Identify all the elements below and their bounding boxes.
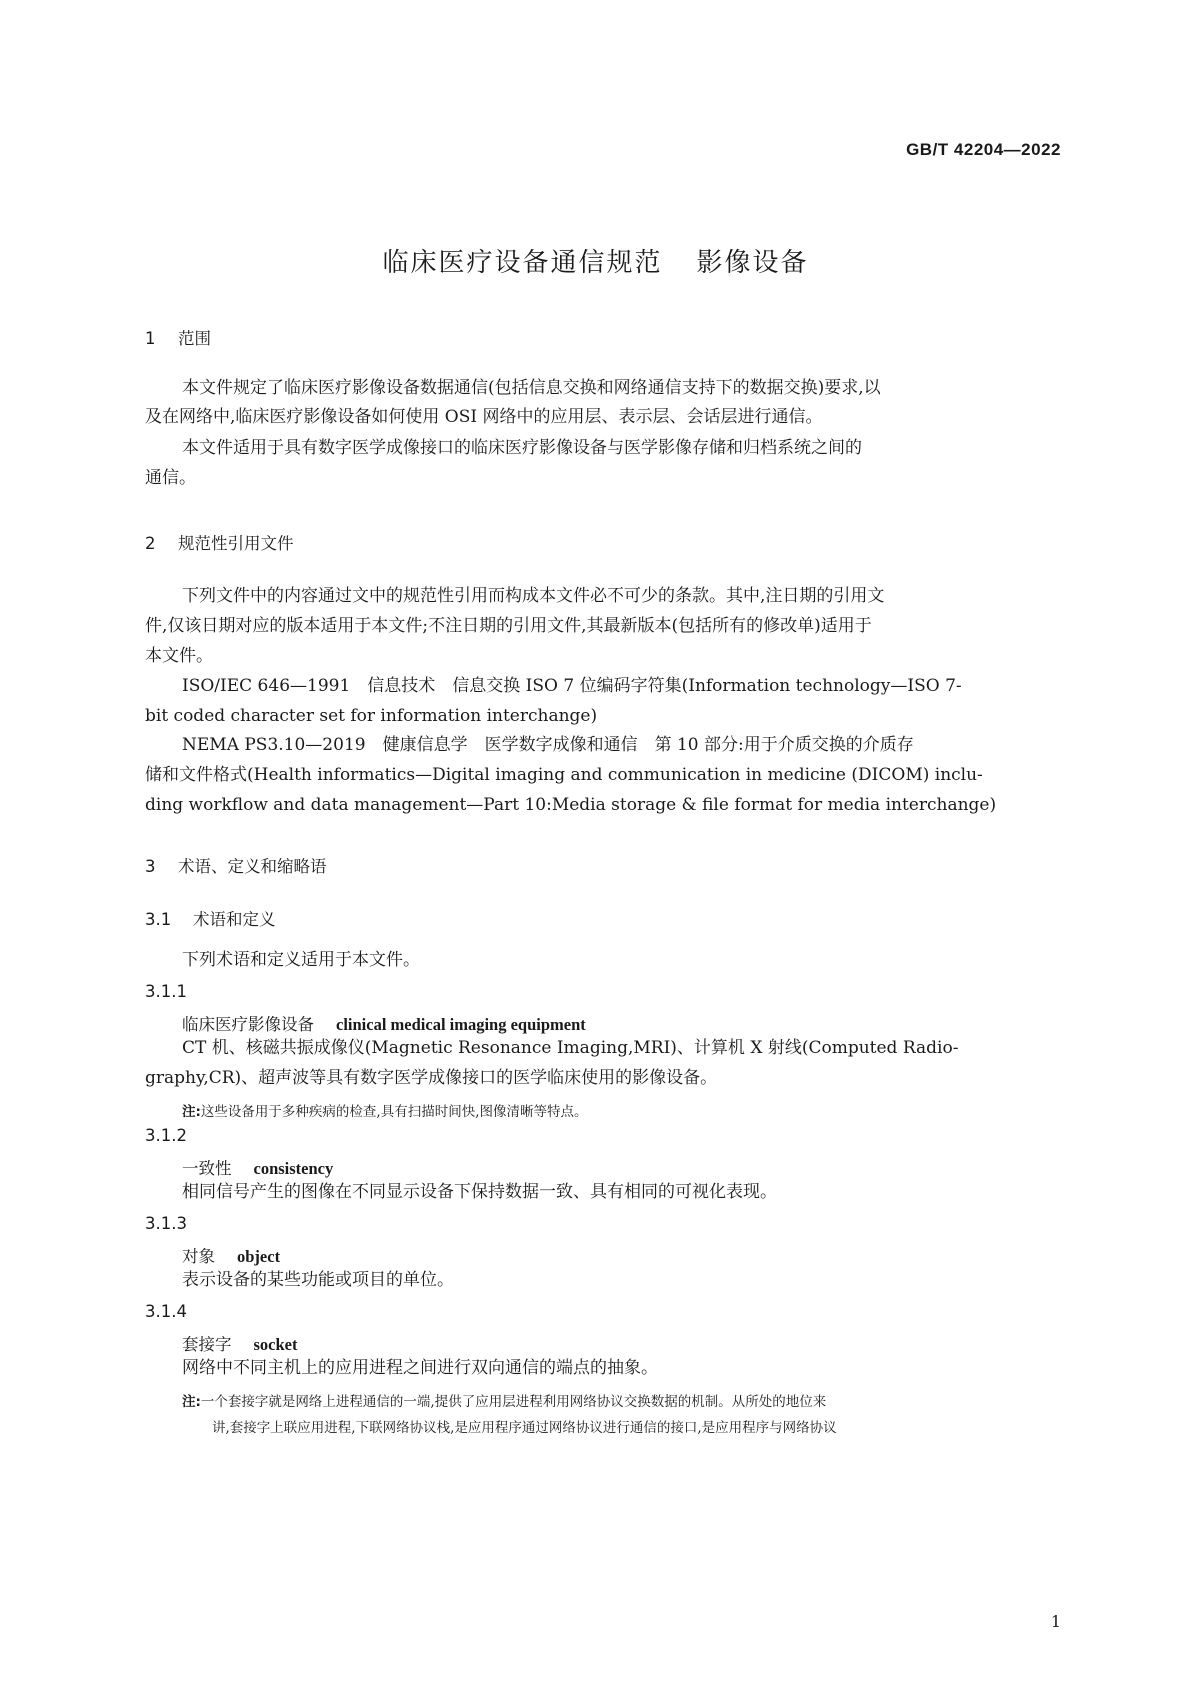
term-heading <box>182 1155 333 1179</box>
term-zh: 对象 <box>182 1247 215 1266</box>
text-line: 本文件。 <box>145 646 213 666</box>
title-sub: 影像设备 <box>696 248 809 278</box>
section-2-heading <box>145 530 294 554</box>
section-number: 1 <box>145 329 156 348</box>
term-heading <box>182 1331 298 1355</box>
text-line: 本文件适用于具有数字医学成像接口的临床医疗影像设备与医学影像存储和归档系统之间的 <box>182 438 862 458</box>
term-note <box>182 1390 826 1410</box>
section-title: 术语、定义和缩略语 <box>178 857 327 876</box>
section-number: 3 <box>145 857 156 876</box>
term-number: 3.1.4 <box>145 1302 187 1321</box>
text-line: 件,仅该日期对应的版本适用于本文件;不注日期的引用文件,其最新版本(包括所有的修改单)适用于 <box>145 616 872 636</box>
text-line: 通信。 <box>145 468 196 488</box>
term-zh: 套接字 <box>182 1335 232 1354</box>
term-note <box>182 1100 588 1120</box>
section-3-heading <box>145 853 327 877</box>
standard-number: GB/T 42204—2022 <box>906 140 1061 159</box>
text-line: 网络中不同主机上的应用进程之间进行双向通信的端点的抽象。 <box>182 1358 658 1378</box>
text-line: bit coded character set for information interchange) <box>145 706 598 726</box>
term-number: 3.1.2 <box>145 1126 187 1145</box>
section-3-1-heading <box>145 906 276 930</box>
title-main: 临床医疗设备通信规范 <box>382 248 663 278</box>
note-label: 注: <box>182 1394 201 1410</box>
section-title: 范围 <box>178 329 211 348</box>
term-number: 3.1.3 <box>145 1214 187 1233</box>
text-line: ding workflow and data management—Part 10:Media storage & file format for media interchange) <box>145 795 997 815</box>
text-line: 下列文件中的内容通过文中的规范性引用而构成本文件必不可少的条款。其中,注日期的引用文 <box>182 586 885 606</box>
term-number: 3.1.1 <box>145 982 187 1001</box>
text-line: 及在网络中,临床医疗影像设备如何使用 OSI 网络中的应用层、表示层、会话层进行通信。 <box>145 407 823 427</box>
term-zh: 一致性 <box>182 1159 232 1178</box>
document-title <box>0 242 1191 279</box>
page-number: 1 <box>1050 1612 1061 1631</box>
text-line: 本文件规定了临床医疗影像设备数据通信(包括信息交换和网络通信支持下的数据交换)要求,以 <box>182 378 881 398</box>
section-title: 术语和定义 <box>193 910 276 929</box>
note-text: 这些设备用于多种疾病的检查,具有扫描时间快,图像清晰等特点。 <box>200 1104 588 1120</box>
note-text: 一个套接字就是网络上进程通信的一端,提供了应用层进程利用网络协议交换数据的机制。从所处的地位来 <box>200 1394 827 1410</box>
term-en: socket <box>253 1335 298 1354</box>
text-line: 相同信号产生的图像在不同显示设备下保持数据一致、具有相同的可视化表现。 <box>182 1182 777 1202</box>
text-line: 储和文件格式(Health informatics—Digital imaging and communication in medicine (DICOM) inclu- <box>145 765 983 785</box>
term-en: consistency <box>253 1159 334 1178</box>
term-heading <box>182 1243 280 1267</box>
section-number: 2 <box>145 534 156 553</box>
text-line: graphy,CR)、超声波等具有数字医学成像接口的医学临床使用的影像设备。 <box>145 1068 718 1088</box>
term-en: clinical medical imaging equipment <box>336 1015 586 1034</box>
term-en: object <box>237 1247 281 1266</box>
text-line: NEMA PS3.10—2019 健康信息学 医学数字成像和通信 第 10 部分:用于介质交换的介质存 <box>182 735 914 755</box>
section-number: 3.1 <box>145 910 172 929</box>
text-line: 表示设备的某些功能或项目的单位。 <box>182 1270 454 1290</box>
section-1-heading <box>145 325 211 349</box>
term-zh: 临床医疗影像设备 <box>182 1015 314 1034</box>
text-line: ISO/IEC 646—1991 信息技术 信息交换 ISO 7 位编码字符集(Information technology—ISO 7- <box>182 676 962 696</box>
text-line: CT 机、核磁共振成像仪(Magnetic Resonance Imaging,MRI)、计算机 X 射线(Computed Radio- <box>182 1038 959 1058</box>
note-label: 注: <box>182 1104 201 1120</box>
term-heading <box>182 1011 586 1035</box>
term-note-continued: 讲,套接字上联应用进程,下联网络协议栈,是应用程序通过网络协议进行通信的接口,是应用程序与网络协议 <box>212 1420 837 1436</box>
section-title: 规范性引用文件 <box>178 534 294 553</box>
text-line: 下列术语和定义适用于本文件。 <box>182 950 420 970</box>
